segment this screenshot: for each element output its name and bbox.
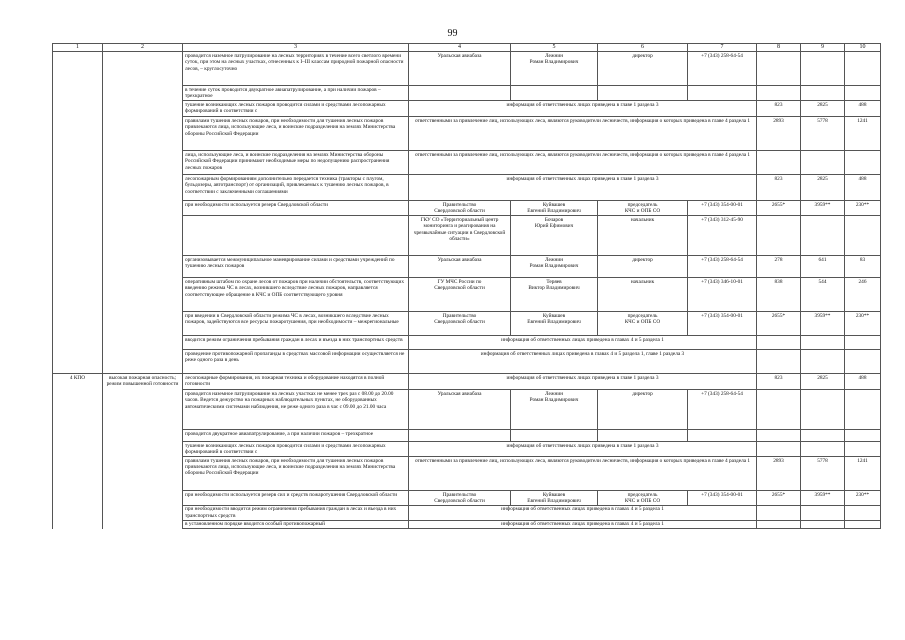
position-cell: председатель КЧС и ОПБ СО bbox=[598, 201, 688, 216]
level-cell bbox=[53, 101, 103, 117]
value-col-9: 3959** bbox=[801, 491, 845, 506]
organization-cell: Уральская авиабаза bbox=[409, 52, 511, 86]
measure-cell: лесопожарные формирования, их пожарная техника и оборудование находятся в полной готовности bbox=[183, 374, 409, 390]
measure-cell: при необходимости используется резерв Свердловской области bbox=[183, 201, 409, 216]
value-col-8 bbox=[757, 216, 801, 256]
value-col-8: 2655* bbox=[757, 312, 801, 336]
table-row bbox=[53, 350, 881, 374]
value-col-10: 1241 bbox=[845, 457, 881, 491]
table-row bbox=[53, 101, 881, 117]
responsible-info-cell: информация об ответственных лицах приведена в главах 4 и 5 раздела 1, главе 1 раздела 3 bbox=[409, 350, 757, 374]
table-row bbox=[53, 390, 881, 430]
table-row bbox=[53, 216, 881, 256]
position-cell: директор bbox=[598, 52, 688, 86]
description-cell bbox=[103, 505, 183, 520]
measure-cell: проводится наземное патрулирование на лесных участках не менее трех раз с 08.00 до 20.00 часов. Ведется дежурство на пожарных наблюдательных пунктах, не оборудованных автоматическими системами наблюдения, не реже одного раза в час с 09.00 до 21.00 часа bbox=[183, 390, 409, 430]
level-cell bbox=[53, 278, 103, 312]
table-row bbox=[53, 278, 881, 312]
measure-cell: в течение суток проводится двукратное авиапатрулирование, а при наличии пожаров – трехкратное bbox=[183, 86, 409, 101]
value-col-9 bbox=[801, 151, 845, 175]
value-col-9 bbox=[801, 390, 845, 430]
value-col-10: 230** bbox=[845, 491, 881, 506]
value-col-10 bbox=[845, 442, 881, 457]
position-cell bbox=[598, 86, 688, 101]
measure-cell: правилами тушения лесных пожаров, при необходимости для тушения лесных пожаров привлекаются лица, использующие леса, и воинские подразделения на землях Министерства обороны Российской Федерации bbox=[183, 457, 409, 491]
description-cell bbox=[103, 278, 183, 312]
value-col-9: 2825 bbox=[801, 175, 845, 201]
phone-cell: +7 (343) 312-45-90 bbox=[688, 216, 757, 256]
measure-cell: при необходимости используется резерв сил и средств пожаротушения Свердловской области bbox=[183, 491, 409, 506]
level-cell bbox=[53, 312, 103, 336]
level-cell bbox=[53, 151, 103, 175]
value-col-9: 3959** bbox=[801, 201, 845, 216]
description-cell bbox=[103, 256, 183, 278]
organization-cell: ГКУ СО «Территориальный центр мониторинга и реагирования на чрезвычайные ситуации в Свердловской области» bbox=[409, 216, 511, 256]
value-col-9: 2825 bbox=[801, 374, 845, 390]
organization-cell: Правительство Свердловской области bbox=[409, 491, 511, 506]
responsible-info-cell: информация об ответственных лицах приведена в главах 4 и 5 раздела 1 bbox=[409, 336, 757, 350]
description-cell bbox=[103, 390, 183, 430]
column-header-10: 10 bbox=[845, 44, 881, 52]
value-col-8: 838 bbox=[757, 278, 801, 312]
level-cell bbox=[53, 336, 103, 350]
level-cell bbox=[53, 491, 103, 506]
responsible-info-cell: информация об ответственных лицах приведена в главе 1 раздела 3 bbox=[409, 374, 757, 390]
value-col-10 bbox=[845, 505, 881, 520]
description-cell: высокая пожарная опасность; режим повышенной готовности bbox=[103, 374, 183, 390]
description-cell bbox=[103, 151, 183, 175]
description-cell bbox=[103, 491, 183, 506]
table-row bbox=[53, 491, 881, 506]
organization-cell: ГУ МЧС России по Свердловской области bbox=[409, 278, 511, 312]
value-col-9 bbox=[801, 520, 845, 528]
level-cell bbox=[53, 350, 103, 374]
value-col-9: 5778 bbox=[801, 457, 845, 491]
responsible-person-cell: Куйвашев Евгений Владимирович bbox=[511, 491, 598, 506]
value-col-9 bbox=[801, 430, 845, 442]
column-header-6: 6 bbox=[598, 44, 688, 52]
measure-cell: в установленном порядке вводится особый противопожарный bbox=[183, 520, 409, 528]
value-col-8 bbox=[757, 151, 801, 175]
table-row bbox=[53, 117, 881, 151]
position-cell: начальник bbox=[598, 278, 688, 312]
value-col-10: 246 bbox=[845, 278, 881, 312]
table-row bbox=[53, 442, 881, 457]
position-cell: директор bbox=[598, 390, 688, 430]
value-col-10: 488 bbox=[845, 101, 881, 117]
responsible-info-cell: информация об ответственных лицах приведена в главах 4 и 5 раздела 1 bbox=[409, 505, 757, 520]
value-col-9: 544 bbox=[801, 278, 845, 312]
measure-cell: проведение противопожарной пропаганды в средствах массовой информации осуществляется не реже одного раза в день bbox=[183, 350, 409, 374]
value-col-10 bbox=[845, 430, 881, 442]
level-cell bbox=[53, 117, 103, 151]
table-row bbox=[53, 457, 881, 491]
value-col-10 bbox=[845, 336, 881, 350]
value-col-10 bbox=[845, 151, 881, 175]
measure-cell: правилами тушения лесных пожаров, при необходимости для тушения лесных пожаров привлекаются лица, использующие леса, и воинские подразделения на землях Министерства обороны Российской Федерации bbox=[183, 117, 409, 151]
table-row bbox=[53, 151, 881, 175]
description-cell bbox=[103, 430, 183, 442]
organization-cell: Уральская авиабаза bbox=[409, 256, 511, 278]
value-col-8: 2893 bbox=[757, 457, 801, 491]
responsible-person-cell: Лежнин Роман Владимирович bbox=[511, 52, 598, 86]
value-col-8: 278 bbox=[757, 256, 801, 278]
level-cell bbox=[53, 52, 103, 86]
responsible-info-cell: информация об ответственных лицах приведена в главе 1 раздела 3 bbox=[409, 101, 757, 117]
responsible-person-cell bbox=[511, 430, 598, 442]
responsible-person-cell bbox=[511, 86, 598, 101]
value-col-10 bbox=[845, 520, 881, 528]
value-col-8: 823 bbox=[757, 175, 801, 201]
description-cell bbox=[103, 442, 183, 457]
measure-cell: тушение возникающих лесных пожаров проводится силами и средствами лесопожарных формирований в соответствии с bbox=[183, 442, 409, 457]
value-col-10 bbox=[845, 52, 881, 86]
value-col-9 bbox=[801, 442, 845, 457]
position-cell: начальник bbox=[598, 216, 688, 256]
organization-cell: Правительство Свердловской области bbox=[409, 312, 511, 336]
column-header-1: 1 bbox=[53, 44, 103, 52]
phone-cell: +7 (343) 258-64-54 bbox=[688, 256, 757, 278]
position-cell: председатель КЧС и ОПБ СО bbox=[598, 491, 688, 506]
measure-cell: организовывается межмуниципальное маневрирование силами и средствами учреждений по тушению лесных пожаров bbox=[183, 256, 409, 278]
table-row bbox=[53, 336, 881, 350]
measure-cell: лица, использующие леса, и воинские подразделения на землях Министерства обороны Российской Федерации принимают необходимые меры по недопущению распространения лесных пожаров bbox=[183, 151, 409, 175]
value-col-9 bbox=[801, 52, 845, 86]
description-cell bbox=[103, 117, 183, 151]
responsible-info-cell: информация об ответственных лицах приведена в главах 4 и 5 раздела 1 bbox=[409, 520, 757, 528]
value-col-8 bbox=[757, 86, 801, 101]
description-cell bbox=[103, 457, 183, 491]
value-col-9: 2825 bbox=[801, 101, 845, 117]
position-cell: директор bbox=[598, 256, 688, 278]
value-col-9: 5778 bbox=[801, 117, 845, 151]
column-header-9: 9 bbox=[801, 44, 845, 52]
value-col-9 bbox=[801, 216, 845, 256]
value-col-8: 2893 bbox=[757, 117, 801, 151]
value-col-10: 1241 bbox=[845, 117, 881, 151]
description-cell bbox=[103, 350, 183, 374]
column-header-2: 2 bbox=[103, 44, 183, 52]
phone-cell: +7 (343) 258-64-54 bbox=[688, 390, 757, 430]
responsible-info-cell: ответственными за привлечение лиц, использующих леса, являются руководители лесничеств, информация о которых приведена в главе 4 раздела 1 bbox=[409, 457, 757, 491]
description-cell bbox=[103, 216, 183, 256]
organization-cell bbox=[409, 86, 511, 101]
level-cell bbox=[53, 201, 103, 216]
value-col-10 bbox=[845, 350, 881, 374]
phone-cell: +7 (343) 258-64-54 bbox=[688, 52, 757, 86]
responsible-person-cell: Куйвашев Евгений Владимирович bbox=[511, 312, 598, 336]
value-col-10 bbox=[845, 216, 881, 256]
value-col-10: 230** bbox=[845, 201, 881, 216]
value-col-9: 3959** bbox=[801, 312, 845, 336]
table-row bbox=[53, 374, 881, 390]
organization-cell: Правительство Свердловской области bbox=[409, 201, 511, 216]
phone-cell: +7 (343) 346-10-01 bbox=[688, 278, 757, 312]
level-cell bbox=[53, 457, 103, 491]
responsible-info-cell: информация об ответственных лицах приведена в главе 1 раздела 3 bbox=[409, 175, 757, 201]
description-cell bbox=[103, 312, 183, 336]
table-row bbox=[53, 175, 881, 201]
level-cell bbox=[53, 175, 103, 201]
phone-cell: +7 (343) 354-00-01 bbox=[688, 201, 757, 216]
table-row bbox=[53, 86, 881, 101]
value-col-8: 823 bbox=[757, 101, 801, 117]
value-col-10 bbox=[845, 390, 881, 430]
description-cell bbox=[103, 86, 183, 101]
level-cell bbox=[53, 390, 103, 430]
description-cell bbox=[103, 201, 183, 216]
measure-cell: проводится наземное патрулирование на лесных территориях в течение всего светлого времени суток, при этом на лесных участках, отнесенных к I–III классам природной пожарной опасности лесов, – круглосуточно bbox=[183, 52, 409, 86]
value-col-8 bbox=[757, 505, 801, 520]
value-col-10: 488 bbox=[845, 175, 881, 201]
measure-cell: при введении в Свердловской области режима ЧС в лесах, возникшего вследствие лесных пожаров, задействуются все ресурсы пожаротушения, при необходимости – межрегиональные bbox=[183, 312, 409, 336]
phone-cell: +7 (343) 354-00-01 bbox=[688, 491, 757, 506]
responsible-person-cell: Теряев Виктор Владимирович bbox=[511, 278, 598, 312]
value-col-8 bbox=[757, 52, 801, 86]
responsible-person-cell: Куйвашев Евгений Владимирович bbox=[511, 201, 598, 216]
value-col-10 bbox=[845, 86, 881, 101]
responsible-person-cell: Лежнин Роман Владимирович bbox=[511, 256, 598, 278]
value-col-9: 641 bbox=[801, 256, 845, 278]
value-col-8 bbox=[757, 442, 801, 457]
level-cell bbox=[53, 216, 103, 256]
responsible-person-cell: Бочаров Юрий Ефимович bbox=[511, 216, 598, 256]
measure-cell: вводится режим ограничения пребывания граждан в лесах и въезда в них транспортных средств bbox=[183, 336, 409, 350]
value-col-8: 2655* bbox=[757, 201, 801, 216]
value-col-10: 83 bbox=[845, 256, 881, 278]
position-cell bbox=[598, 430, 688, 442]
table-row bbox=[53, 430, 881, 442]
column-header-3: 3 bbox=[183, 44, 409, 52]
table-header-row bbox=[53, 44, 881, 52]
value-col-9 bbox=[801, 336, 845, 350]
description-cell bbox=[103, 336, 183, 350]
responsible-info-cell: информация об ответственных лицах приведена в главе 1 раздела 3 bbox=[409, 442, 757, 457]
page-number: 99 bbox=[447, 28, 458, 39]
responsible-person-cell: Лежнин Роман Владимирович bbox=[511, 390, 598, 430]
level-cell bbox=[53, 86, 103, 101]
value-col-8 bbox=[757, 520, 801, 528]
measure-cell bbox=[183, 216, 409, 256]
column-header-4: 4 bbox=[409, 44, 511, 52]
value-col-10: 488 bbox=[845, 374, 881, 390]
value-col-9 bbox=[801, 350, 845, 374]
measure-cell: проводится двукратное авиапатрулирование, а при наличии пожаров – трехкратное bbox=[183, 430, 409, 442]
value-col-9 bbox=[801, 505, 845, 520]
table-row bbox=[53, 520, 881, 528]
description-cell bbox=[103, 175, 183, 201]
level-cell bbox=[53, 430, 103, 442]
measure-cell: при необходимости вводится режим ограничения пребывания граждан в лесах и въезда в них транспортных средств bbox=[183, 505, 409, 520]
table-row bbox=[53, 505, 881, 520]
responsible-info-cell: ответственными за привлечение лиц, использующих леса, являются руководители лесничеств, информация о которых приведена в главе 4 раздела 1 bbox=[409, 117, 757, 151]
column-header-8: 8 bbox=[757, 44, 801, 52]
table-row bbox=[53, 312, 881, 336]
level-cell bbox=[53, 505, 103, 520]
description-cell bbox=[103, 520, 183, 528]
organization-cell bbox=[409, 430, 511, 442]
value-col-8 bbox=[757, 390, 801, 430]
level-cell bbox=[53, 520, 103, 528]
phone-cell bbox=[688, 430, 757, 442]
measure-cell: оперативным штабом по охране лесов от пожаров при наличии обстоятельств, соответствующих введению режима ЧС в лесах, возникшего вследствие лесных пожаров, направляется соответствующее обращение в КЧС и ОПБ соответствующего уровня bbox=[183, 278, 409, 312]
measure-cell: тушение возникающих лесных пожаров проводится силами и средствами лесопожарных формирований в соответствии с bbox=[183, 101, 409, 117]
phone-cell bbox=[688, 86, 757, 101]
table-row bbox=[53, 52, 881, 86]
level-cell bbox=[53, 256, 103, 278]
value-col-8 bbox=[757, 336, 801, 350]
measure-cell: лесопожарным формированиям дополнительно передается техника (тракторы с плугом, бульдозеры, автотранспорт) от организаций, привлекаемых к тушению лесных пожаров, в соответствии с заключенными соглашениями bbox=[183, 175, 409, 201]
column-header-7: 7 bbox=[688, 44, 757, 52]
value-col-8: 2655* bbox=[757, 491, 801, 506]
position-cell: председатель КЧС и ОПБ СО bbox=[598, 312, 688, 336]
phone-cell: +7 (343) 354-00-01 bbox=[688, 312, 757, 336]
organization-cell: Уральская авиабаза bbox=[409, 390, 511, 430]
level-cell bbox=[53, 442, 103, 457]
column-header-5: 5 bbox=[511, 44, 598, 52]
table-row bbox=[53, 201, 881, 216]
value-col-8 bbox=[757, 430, 801, 442]
description-cell bbox=[103, 52, 183, 86]
responsible-info-cell: ответственными за привлечение лиц, использующих леса, являются руководители лесничеств, информация о которых приведена в главе 4 раздела 1 bbox=[409, 151, 757, 175]
value-col-9 bbox=[801, 86, 845, 101]
value-col-8 bbox=[757, 350, 801, 374]
table-row bbox=[53, 256, 881, 278]
description-cell bbox=[103, 101, 183, 117]
value-col-10: 230** bbox=[845, 312, 881, 336]
value-col-8: 823 bbox=[757, 374, 801, 390]
document-table bbox=[52, 43, 881, 529]
level-cell: 4 КПО bbox=[53, 374, 103, 390]
